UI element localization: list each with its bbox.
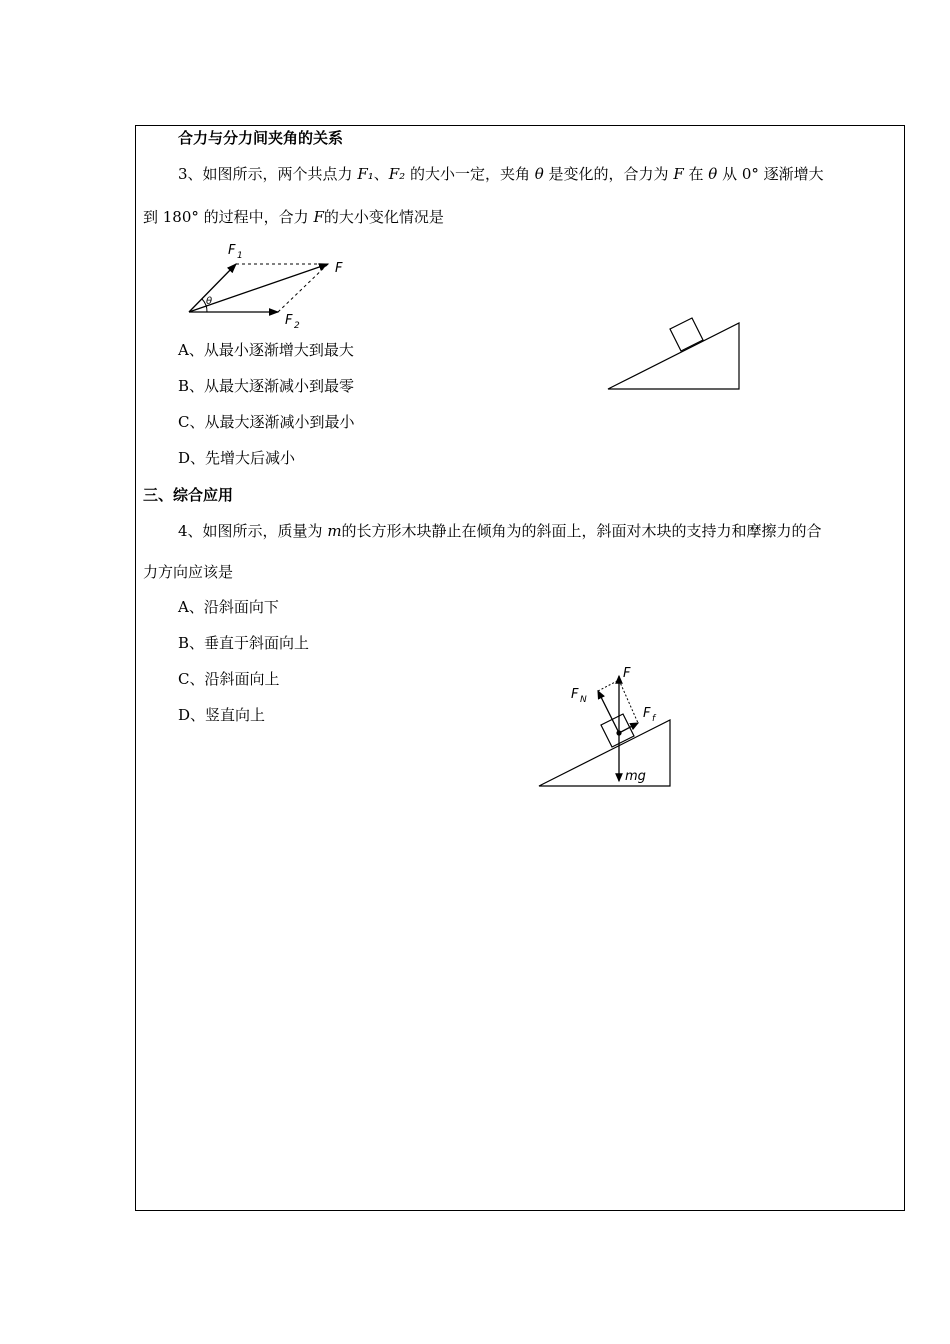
f1-label: F: [228, 243, 236, 258]
q4-text-a: 4、如图所示，质量为: [178, 522, 328, 540]
force-parallelogram-diagram: [180, 240, 360, 335]
q3-line-1: [178, 164, 824, 184]
incline-force-diagram: [535, 660, 685, 790]
q3-theta-2: θ: [708, 165, 718, 183]
q3-f-again: F: [313, 208, 324, 226]
f2-subscript: 2: [294, 321, 300, 331]
theta-label: θ: [206, 296, 213, 307]
fn-label: F: [571, 687, 579, 702]
f-label: F: [623, 666, 631, 681]
dashed-edge-1: [598, 680, 619, 691]
q3-sep: 、: [373, 165, 389, 183]
q4-option-b: B、垂直于斜面向上: [178, 634, 310, 652]
q3-text-a: 3、如图所示，两个共点力: [178, 165, 358, 183]
section-heading: 合力与分力间夹角的关系: [178, 129, 344, 147]
f1-subscript: 1: [237, 251, 243, 261]
q3-option-b: B、从最大逐渐减小到最零: [178, 377, 355, 395]
q3-theta: θ: [534, 165, 544, 183]
q3-text-c: 是变化的，合力为: [543, 165, 674, 183]
q3-line-2: [143, 207, 444, 227]
q4-option-d: D、竖直向上: [178, 706, 266, 724]
q3-f1: F₁: [357, 165, 374, 183]
f-label: F: [335, 261, 343, 276]
q3-option-d: D、先增大后减小: [178, 449, 296, 467]
q4-text-b: 的长方形木块静止在倾角为的斜面上，斜面对木块的支持力和摩擦力的合: [341, 522, 822, 540]
q3-text-g: 的大小变化情况是: [323, 208, 444, 226]
q3-option-c: C、从最大逐渐减小到最小: [178, 413, 355, 431]
q3-f: F: [673, 165, 684, 183]
incline-block-diagram: [605, 312, 745, 392]
center-of-mass-dot: [616, 730, 621, 735]
dashed-edge-right: [278, 264, 328, 312]
ff-subscript: f: [652, 714, 656, 724]
fn-subscript: N: [580, 695, 587, 705]
q3-f2: F₂: [388, 165, 406, 183]
part3-heading: 三、综合应用: [143, 486, 234, 504]
block: [670, 318, 703, 351]
q3-option-a: A、从最小逐渐增大到最大: [178, 341, 354, 359]
q4-option-a: A、沿斜面向下: [178, 598, 279, 616]
q3-text-e: 从 0° 逐渐增大: [717, 165, 824, 183]
q4-line-2: 力方向应该是: [143, 563, 234, 581]
q4-m: m: [327, 522, 342, 540]
f1-vector: [189, 264, 236, 312]
q4-option-c: C、沿斜面向上: [178, 670, 280, 688]
q3-text-b: 的大小一定，夹角: [405, 165, 535, 183]
f2-label: F: [285, 313, 293, 328]
mg-label: mg: [625, 769, 646, 784]
q3-text-f: 到 180° 的过程中，合力: [143, 208, 314, 226]
ff-label: F: [643, 706, 651, 721]
q3-text-d: 在: [683, 165, 709, 183]
q4-line-1: [178, 521, 822, 541]
